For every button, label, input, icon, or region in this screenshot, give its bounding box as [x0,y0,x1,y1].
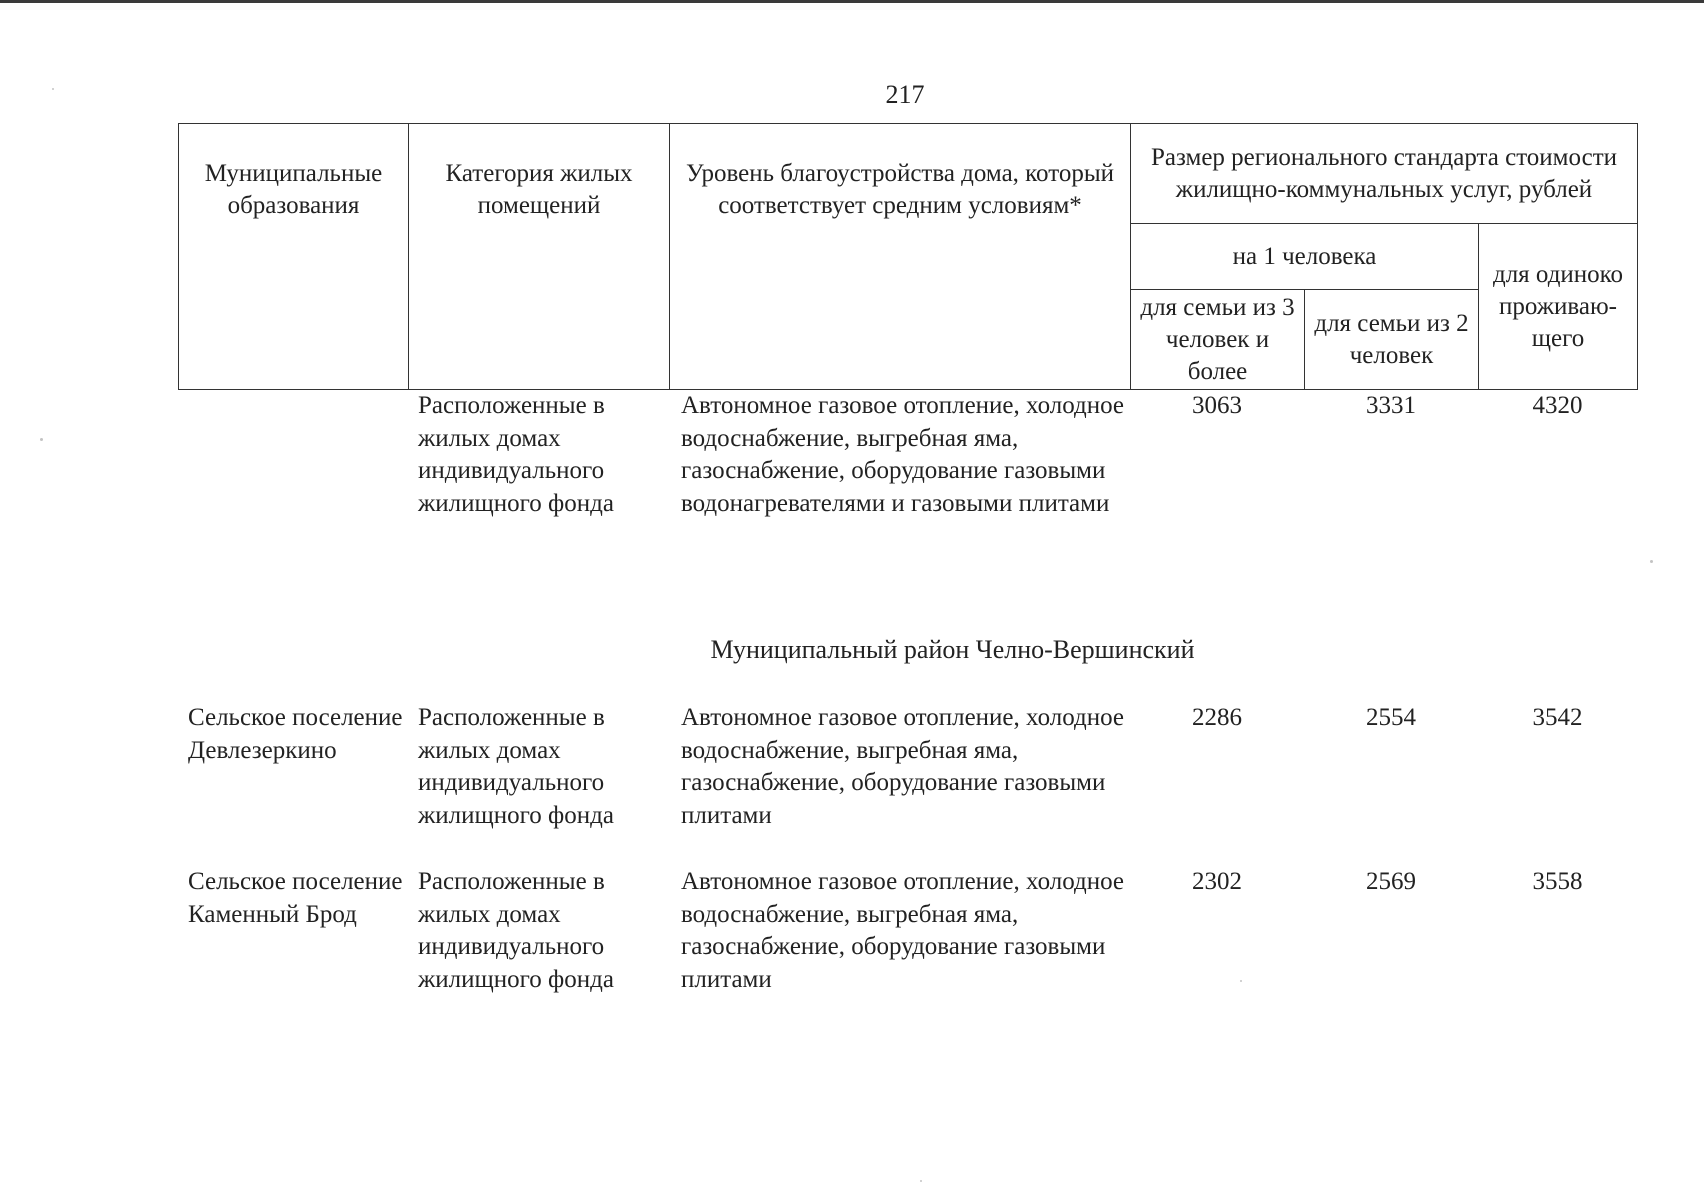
cell-family2: 2554 [1366,704,1416,731]
cell-level: Автономное газовое отопление, холодное водоснабжение, выгребная яма, газоснабжение, оборудование газовыми плитами [681,868,1124,993]
header-per-person: на 1 человека [1131,224,1479,290]
cell-category: Расположенные в жилых домах индивидуального жилищного фонда [418,392,614,517]
scan-speck [1240,980,1242,982]
cell-family2: 3331 [1366,392,1416,419]
section-title: Муниципальный район Челно-Вершинский [710,635,1195,664]
cell-single: 3558 [1532,868,1583,895]
cell-municipality [178,390,408,634]
header-municipality: Муниципальные образования [179,124,409,390]
header-standard: Размер регионального стандарта стоимости жилищно-коммунальных услуг, рублей [1131,124,1638,224]
header-family2: для семьи из 2 человек [1305,290,1479,390]
scan-speck [40,438,43,441]
header-category: Категория жилых помещений [409,124,670,390]
page-number: 217 [885,80,925,109]
cell-family2: 2569 [1366,868,1416,895]
header-level: Уровень благоустройства дома, который соответствует средним условиям* [670,124,1131,390]
scan-speck [52,88,54,90]
cell-family3: 3063 [1192,392,1242,419]
cell-single: 3542 [1532,704,1583,731]
cell-category: Расположенные в жилых домах индивидуального жилищного фонда [418,868,614,993]
cell-municipality: Сельское поселение Каменный Брод [188,868,403,928]
cell-family3: 2302 [1192,868,1242,895]
table-row [178,702,1637,866]
table-row [178,866,1637,1006]
header-single: для одиноко проживаю-щего [1479,224,1638,390]
section-row [178,634,1637,702]
scan-speck [920,1180,922,1182]
cell-single: 4320 [1532,392,1583,419]
scan-speck [1650,560,1653,563]
cell-municipality: Сельское поселение Девлезеркино [188,704,403,764]
header-family3: для семьи из 3 человек и более [1131,290,1305,390]
table-row [178,390,1637,634]
page-top-border [0,0,1704,3]
table-header [178,123,1638,390]
table-body [178,390,1637,1006]
cell-category: Расположенные в жилых домах индивидуального жилищного фонда [418,704,614,829]
cell-family3: 2286 [1192,704,1242,731]
cell-level: Автономное газовое отопление, холодное водоснабжение, выгребная яма, газоснабжение, оборудование газовыми водонагревателями и газовыми плитами [681,392,1124,517]
cell-level: Автономное газовое отопление, холодное водоснабжение, выгребная яма, газоснабжение, оборудование газовыми плитами [681,704,1124,829]
